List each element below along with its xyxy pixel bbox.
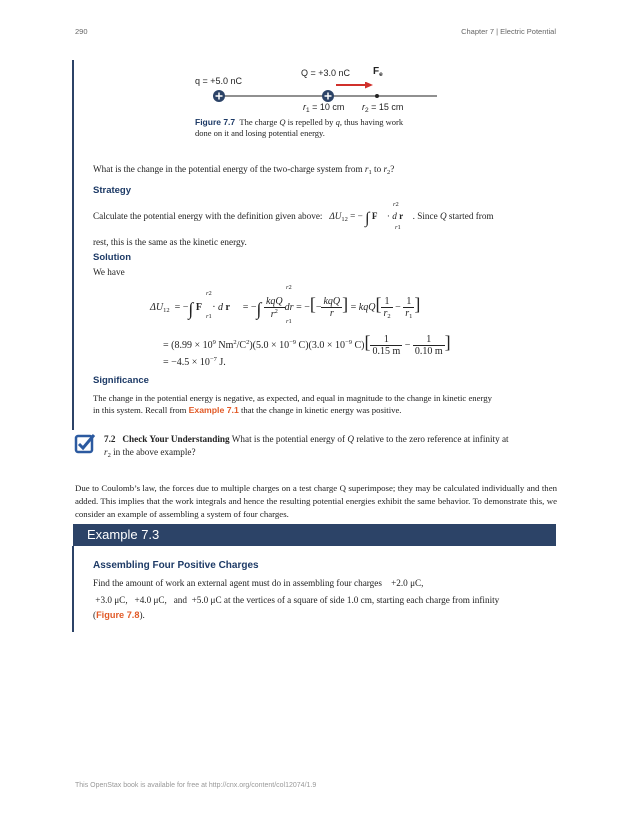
equation-line3: = $-4.5 \times 10^{-7}$ J. bbox=[163, 356, 226, 368]
int1-upper: r2 bbox=[206, 290, 212, 297]
significance-line2: in this system. Recall from Example 7.1 that the change in kinetic energy was positive. bbox=[93, 405, 402, 415]
figure-label: Figure 7.7 bbox=[195, 117, 236, 127]
significance-heading: Significance bbox=[93, 375, 149, 386]
equation-line1: $\Delta U_{12}$ = −∫ F⃗ · d r⃗ = −∫ $\frac{\text{kqQ}}{r^2}$ dr = −[− $\frac{\text{kqQ}}{r}$ ] = kqQ[ $\frac{1}{r_2}$ − $\frac{1}{r_1}$ ] bbox=[150, 294, 421, 320]
strategy-line2: rest, this is the same as the kinetic energy. bbox=[93, 237, 247, 247]
example-left-bar bbox=[72, 60, 74, 430]
strategy-upper-limit: r2 bbox=[393, 201, 399, 208]
footer-text: This OpenStax book is available for free at http://cnx.org/content/col12074/1.9 bbox=[75, 782, 317, 789]
example-text-line2: +3.0 μC, +4.0 μC, and +5.0 μC at the vertices of a square of side 1.0 cm, starting each charge from infinity bbox=[95, 595, 500, 605]
question-text: What is the change in the potential energy of the two-charge system from $r_1$ to $r_2$? bbox=[93, 164, 395, 176]
check-understanding-icon bbox=[74, 432, 96, 454]
force-label: $F_e$ bbox=[373, 66, 383, 78]
coulomb-paragraph: Due to Coulomb’s law, the forces due to multiple charges on a test charge Q superimpose; they may be calculated individually and then added. This implies that the work integrals and hence the resulting potential energies exhibit the same behavior. To demonstrate this, we consider an example of assembling a system of four charges. bbox=[75, 483, 558, 519]
r2-label: $r_2 = 15$ cm bbox=[362, 102, 404, 114]
Q-charge-label: Q = +3.0 nC bbox=[301, 68, 351, 78]
example-title: Assembling Four Positive Charges bbox=[93, 560, 259, 571]
Q-charge-icon bbox=[322, 90, 334, 102]
int1-lower: r1 bbox=[206, 313, 212, 320]
page-number: 290 bbox=[75, 27, 88, 36]
r1-label: $r_1 = 10$ cm bbox=[303, 102, 345, 114]
chapter-title: Chapter 7 | Electric Potential bbox=[461, 27, 556, 36]
figure-caption: Figure 7.7 The charge Q is repelled by q, thus having work done on it and losing potential energy. bbox=[195, 117, 404, 138]
example-banner: Example 7.3 bbox=[73, 524, 556, 546]
example-7-3-left-bar bbox=[72, 546, 74, 632]
figure-7-8-link[interactable]: Figure 7.8 bbox=[96, 610, 140, 620]
solution-heading: Solution bbox=[93, 252, 131, 263]
r2-point bbox=[375, 94, 379, 98]
force-arrow-icon bbox=[336, 82, 373, 89]
strategy-text: Calculate the potential energy with the definition given above: $\Delta U_{12}$ = − ∫ F⃗ · d r⃗ . Since Q started from bbox=[93, 210, 494, 227]
check-understanding-text: 7.2 Check Your Understanding What is the potential energy of Q relative to the zero reference at infinity at $r_2$ in the above example? bbox=[104, 434, 509, 459]
q-charge-icon bbox=[213, 90, 225, 102]
significance-line1: The change in the potential energy is negative, as expected, and equal in magnitude to the change in kinetic energy bbox=[93, 393, 492, 403]
strategy-heading: Strategy bbox=[93, 185, 132, 196]
strategy-lower-limit: r1 bbox=[395, 224, 401, 231]
q-charge-label: q = +5.0 nC bbox=[195, 76, 243, 86]
example-text-line1: Find the amount of work an external agent must do in assembling four charges +2.0 μC, bbox=[93, 578, 424, 588]
int2-upper: r2 bbox=[286, 284, 292, 291]
solution-we-have: We have bbox=[93, 267, 125, 277]
int2-lower: r1 bbox=[286, 318, 292, 325]
equation-line2: = ($8.99 \times 10^9$ $Nm^2/C^2)(5.0 \times 10^{-9}$ $C)(3.0 \times 10^{-9}$ C)[ $\frac{1}{0.15 m}$ − $\frac{1}{0.10 m}$ ] bbox=[163, 332, 451, 358]
example-text-line3: (Figure 7.8). bbox=[93, 610, 145, 620]
example-7-1-link[interactable]: Example 7.1 bbox=[188, 405, 239, 415]
